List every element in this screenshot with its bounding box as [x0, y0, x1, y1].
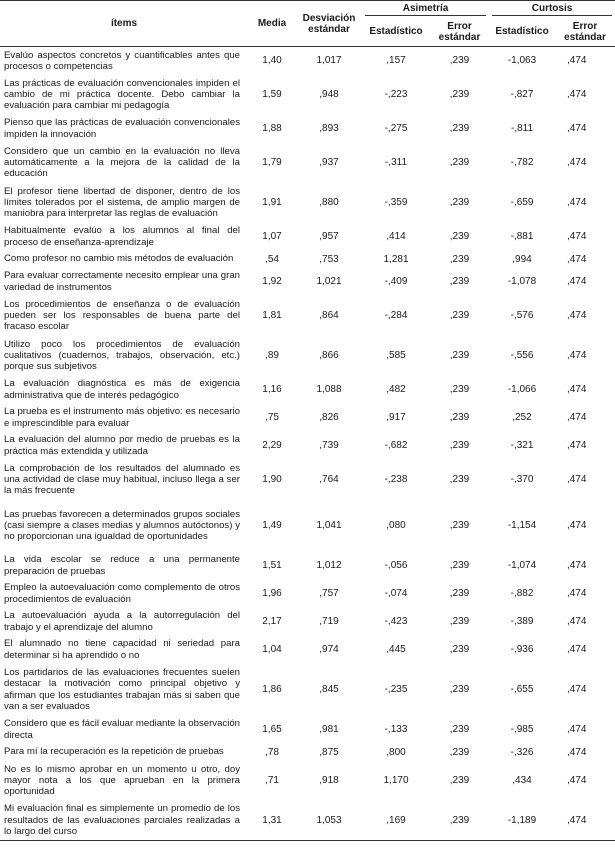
asimetria-error-value: ,239 — [449, 775, 470, 786]
curtosis-estadistico-value: -,827 — [510, 89, 534, 100]
curtosis-error-value: ,474 — [567, 310, 587, 321]
curtosis-estadistico-value: -,321 — [510, 440, 534, 451]
curtosis-estadistico-value: ,434 — [512, 775, 532, 786]
table-row — [0, 183, 615, 223]
header-curtosis — [489, 1, 615, 18]
asimetria-error-value: ,239 — [449, 253, 470, 265]
item-text: Pienso que las prácticas de evaluación convencionales impiden la innovación — [4, 117, 240, 140]
asimetria-estadistico-value: -,235 — [384, 684, 408, 695]
asimetria-estadistico-value: ,800 — [386, 746, 406, 758]
asimetria-error-value: ,239 — [430, 801, 489, 841]
table-row — [0, 268, 615, 296]
desviacion-value: ,974 — [319, 644, 339, 655]
desviacion-value: ,757 — [319, 588, 339, 599]
asimetria-error-value: ,239 — [449, 440, 470, 451]
curtosis-error-value: ,474 — [567, 197, 587, 208]
curtosis-estadistico-value: -,556 — [510, 350, 534, 361]
media-value: 1,59 — [262, 89, 282, 100]
asimetria-error-value: ,239 — [449, 310, 470, 321]
table-row — [0, 552, 615, 580]
desviacion-value: ,981 — [319, 724, 339, 735]
desviacion-value: ,866 — [319, 350, 339, 361]
desviacion-value: ,719 — [319, 616, 339, 627]
curtosis-error-value: ,474 — [567, 89, 587, 100]
desviacion-value: ,893 — [319, 123, 339, 134]
table-row — [0, 75, 615, 115]
asimetria-error-value: ,239 — [449, 384, 470, 395]
asimetria-error-value: ,239 — [449, 474, 470, 485]
item-text: Mi evaluación final es simplemente un promedio de los resultados de las evaluaciones parciales realizadas a lo largo del curso — [0, 801, 248, 841]
media-value: 1,51 — [262, 560, 282, 571]
desviacion-value: ,918 — [319, 775, 339, 786]
asimetria-estadistico-value: -,223 — [384, 89, 408, 100]
table-row — [0, 761, 615, 801]
curtosis-error-value: ,474 — [567, 350, 587, 361]
asimetria-error-value: ,239 — [449, 616, 470, 627]
asimetria-estadistico-value: ,917 — [386, 412, 406, 423]
asimetria-estadistico-value: -,409 — [384, 276, 408, 287]
curtosis-estadistico-value: -1,066 — [507, 384, 537, 395]
asimetria-estadistico-value: ,482 — [386, 384, 406, 395]
table-header — [0, 1, 615, 47]
media-value: ,89 — [265, 350, 279, 361]
item-text: La vida escolar se reduce a una permanente preparación de pruebas — [4, 554, 240, 577]
curtosis-error-value: ,474 — [567, 616, 587, 627]
desviacion-value: ,957 — [319, 231, 339, 242]
curtosis-estadistico-value: -,882 — [510, 588, 534, 599]
media-value: ,54 — [265, 253, 279, 265]
header-asimetria-estadistico: Estadístico — [362, 18, 430, 47]
item-text: Evalúo aspectos concretos y cuantificables antes que procesos o competencias — [4, 49, 240, 72]
curtosis-error-value: ,474 — [567, 560, 587, 571]
item-text: Las prácticas de evaluación convencionales impiden el cambio de mi práctica docente. Debo cambiar la evaluación para cambiar mi pedagogía — [4, 77, 240, 112]
media-value: 1,96 — [262, 588, 282, 599]
item-text: La evaluación diagnóstica es más de exigencia administrativa que de interés pedagógico — [4, 378, 240, 401]
item-text: La evaluación del alumno por medio de pruebas es la práctica más extendida y utilizada — [4, 434, 240, 457]
asimetria-error-value: ,239 — [449, 746, 470, 758]
item-text: El alumnado no tiene capacidad ni seriedad para determinar si ha aprendido o no — [4, 638, 240, 661]
asimetria-error-value: ,239 — [449, 89, 470, 100]
curtosis-error-value: ,474 — [555, 801, 615, 841]
asimetria-estadistico-value: ,080 — [386, 520, 406, 531]
table-row — [0, 115, 615, 143]
media-value: ,71 — [265, 775, 279, 786]
header-desviacion: Desviación estándar — [296, 1, 362, 47]
table-row — [0, 47, 615, 75]
item-text: Para mí la recuperación es la repetición de pruebas — [4, 746, 224, 758]
media-value: 1,90 — [262, 474, 282, 485]
asimetria-estadistico-value: ,157 — [386, 55, 406, 67]
table-row — [0, 500, 615, 552]
table-row — [0, 336, 615, 376]
curtosis-estadistico-value: -,389 — [510, 616, 534, 627]
curtosis-error-value: ,474 — [567, 55, 587, 67]
curtosis-estadistico-value: -,881 — [510, 231, 534, 242]
header-asimetria — [362, 1, 489, 18]
curtosis-error-value: ,474 — [567, 644, 587, 655]
media-value: 1,91 — [262, 197, 282, 208]
curtosis-error-value: ,474 — [567, 440, 587, 451]
asimetria-estadistico-value: 1,170 — [383, 775, 409, 786]
curtosis-error-value: ,474 — [567, 253, 587, 265]
header-items: ítems — [0, 1, 248, 47]
asimetria-estadistico-value: ,169 — [362, 801, 430, 841]
table-row — [0, 143, 615, 183]
desviacion-value: 1,021 — [316, 276, 342, 287]
asimetria-estadistico-value: -,056 — [384, 560, 408, 571]
asimetria-error-value: ,239 — [449, 55, 470, 67]
table-row — [0, 636, 615, 664]
curtosis-estadistico-value: -,659 — [510, 197, 534, 208]
asimetria-estadistico-value: -,133 — [384, 724, 408, 735]
asimetria-error-value: ,239 — [449, 520, 470, 531]
desviacion-value: ,739 — [319, 440, 339, 451]
table-row — [0, 664, 615, 716]
desviacion-value: ,864 — [319, 310, 339, 321]
header-media: Media — [248, 1, 296, 47]
curtosis-error-value: ,474 — [567, 384, 587, 395]
media-value: 1,04 — [262, 644, 282, 655]
item-text: Los partidarios de las evaluaciones frecuentes suelen destacar la motivación como principal objetivo y afirman que los estudiantes trabajan más si saben que van a ser evaluados — [4, 667, 240, 712]
curtosis-estadistico-value: -,370 — [510, 474, 534, 485]
item-text: Empleo la autoevaluación como complemento de otros procedimientos de evaluación — [4, 582, 240, 605]
media-value: 1,88 — [262, 123, 282, 134]
desviacion-value: ,880 — [319, 197, 339, 208]
asimetria-estadistico-value: 1,281 — [383, 253, 409, 265]
curtosis-error-value: ,474 — [567, 412, 587, 423]
item-text: Utilizo poco los procedimientos de evaluación cualitativos (cuadernos, trabajos, observación, etc.) porque sus subjetivos — [4, 338, 240, 373]
desviacion-value: ,753 — [319, 253, 339, 265]
table-row — [0, 744, 615, 761]
header-curtosis-label: Curtosis — [492, 3, 612, 16]
curtosis-error-value: ,474 — [567, 474, 587, 485]
asimetria-error-value: ,239 — [449, 276, 470, 287]
item-text: Para evaluar correctamente necesito emplear una gran variedad de instrumentos — [4, 270, 240, 293]
asimetria-estadistico-value: -,074 — [384, 588, 408, 599]
asimetria-estadistico-value: -,275 — [384, 123, 408, 134]
desviacion-value: 1,088 — [316, 384, 342, 395]
curtosis-error-value: ,474 — [567, 157, 587, 168]
asimetria-error-value: ,239 — [449, 724, 470, 735]
curtosis-error-value: ,474 — [567, 724, 587, 735]
table-row — [0, 251, 615, 268]
curtosis-estadistico-value: -,985 — [510, 724, 534, 735]
media-value: 1,92 — [262, 276, 282, 287]
header-asimetria-error: Error estándar — [430, 18, 489, 47]
desviacion-value: ,937 — [319, 157, 339, 168]
media-value: 1,16 — [262, 384, 282, 395]
media-value: 2,17 — [262, 616, 282, 627]
header-curtosis-estadistico: Estadístico — [489, 18, 555, 47]
media-value: 1,86 — [262, 684, 282, 695]
item-text: Como profesor no cambio mis métodos de evaluación — [4, 253, 234, 265]
media-value: 2,29 — [262, 440, 282, 451]
table-row — [0, 296, 615, 336]
item-text: Habitualmente evalúo a los alumnos al final del proceso de enseñanza-aprendizaje — [4, 225, 240, 248]
item-text: Considero que es fácil evaluar mediante la observación directa — [4, 718, 240, 741]
desviacion-value: ,948 — [319, 89, 339, 100]
table-row — [0, 404, 615, 432]
table-row — [0, 801, 615, 841]
curtosis-error-value: ,474 — [567, 684, 587, 695]
media-value: 1,65 — [262, 724, 282, 735]
curtosis-estadistico-value: -1,154 — [507, 520, 537, 531]
item-text: Considero que un cambio en la evaluación no lleva automáticamente a la mejora de la calidad de la educación — [4, 145, 240, 180]
table-row — [0, 376, 615, 404]
table-body — [0, 47, 615, 841]
asimetria-estadistico-value: ,414 — [386, 231, 406, 242]
table-row — [0, 608, 615, 636]
desviacion-value: 1,053 — [296, 801, 362, 841]
desviacion-value: ,764 — [319, 474, 339, 485]
table-row — [0, 223, 615, 251]
table-row — [0, 580, 615, 608]
header-curtosis-error: Error estándar — [555, 18, 615, 47]
asimetria-estadistico-value: -,359 — [384, 197, 408, 208]
media-value: ,75 — [265, 412, 279, 423]
asimetria-estadistico-value: -,682 — [384, 440, 408, 451]
media-value: 1,31 — [248, 801, 296, 841]
asimetria-error-value: ,239 — [449, 197, 470, 208]
asimetria-error-value: ,239 — [449, 412, 470, 423]
curtosis-error-value: ,474 — [567, 123, 587, 134]
item-text: La comprobación de los resultados del alumnado es una actividad de clase muy habitual, incluso llega a ser la más frecuente — [4, 462, 240, 497]
asimetria-estadistico-value: -,311 — [384, 157, 408, 168]
asimetria-error-value: ,239 — [449, 644, 470, 655]
item-text: No es lo mismo aprobar en un momento u otro, doy mayor nota a los que aprueban en la primera oportunidad — [4, 763, 240, 798]
curtosis-estadistico-value: -,576 — [510, 310, 534, 321]
desviacion-value: ,826 — [319, 412, 339, 423]
curtosis-estadistico-value: -1,189 — [489, 801, 555, 841]
media-value: 1,81 — [262, 310, 282, 321]
asimetria-estadistico-value: ,585 — [386, 350, 406, 361]
desviacion-value: ,845 — [319, 684, 339, 695]
asimetria-error-value: ,239 — [449, 157, 470, 168]
asimetria-error-value: ,239 — [449, 684, 470, 695]
asimetria-error-value: ,239 — [449, 560, 470, 571]
desviacion-value: 1,017 — [316, 55, 342, 67]
curtosis-error-value: ,474 — [567, 520, 587, 531]
curtosis-error-value: ,474 — [567, 231, 587, 242]
curtosis-error-value: ,474 — [567, 746, 587, 758]
item-text: Los procedimientos de enseñanza o de evaluación pueden ser los responsables de buena parte del fracaso escolar — [4, 298, 240, 333]
media-value: 1,07 — [262, 231, 282, 242]
curtosis-estadistico-value: -,936 — [510, 644, 534, 655]
asimetria-error-value: ,239 — [449, 123, 470, 134]
curtosis-estadistico-value: ,994 — [512, 253, 532, 265]
desviacion-value: 1,041 — [316, 520, 342, 531]
item-text: La autoevaluación ayuda a la autorregulación del trabajo y el aprendizaje del alumno — [4, 610, 240, 633]
desviacion-value: 1,012 — [316, 560, 342, 571]
curtosis-estadistico-value: ,252 — [512, 412, 532, 423]
desviacion-value: ,875 — [319, 746, 339, 758]
curtosis-estadistico-value: -1,078 — [507, 276, 537, 287]
curtosis-estadistico-value: -1,074 — [507, 560, 537, 571]
media-value: 1,49 — [262, 520, 282, 531]
media-value: 1,40 — [262, 55, 282, 67]
curtosis-error-value: ,474 — [567, 775, 587, 786]
table-row — [0, 460, 615, 500]
item-text: El profesor tiene libertad de disponer, dentro de los límites tolerados por el sistema, de amplio margen de maniobra para interpretar las reglas de evaluación — [4, 185, 240, 220]
curtosis-error-value: ,474 — [567, 588, 587, 599]
curtosis-estadistico-value: -,811 — [510, 123, 534, 134]
item-text: Las pruebas favorecen a determinados grupos sociales (casi siempre a clases medias y alumnos autóctonos) y no proporcionan una igualdad de oportunidades — [4, 508, 240, 543]
header-asimetria-label: Asimetría — [365, 3, 486, 16]
media-value: ,78 — [265, 746, 279, 758]
asimetria-error-value: ,239 — [449, 588, 470, 599]
item-text: La prueba es el instrumento más objetivo: es necesario e imprescindible para evaluar — [4, 406, 240, 429]
curtosis-estadistico-value: -,655 — [510, 684, 534, 695]
asimetria-error-value: ,239 — [449, 231, 470, 242]
curtosis-error-value: ,474 — [567, 276, 587, 287]
asimetria-error-value: ,239 — [449, 350, 470, 361]
media-value: 1,79 — [262, 157, 282, 168]
asimetria-estadistico-value: ,445 — [386, 644, 406, 655]
table-row — [0, 716, 615, 744]
table-row — [0, 432, 615, 460]
asimetria-estadistico-value: -,238 — [384, 474, 408, 485]
curtosis-estadistico-value: -1,063 — [507, 55, 537, 67]
asimetria-estadistico-value: -,423 — [384, 616, 408, 627]
curtosis-estadistico-value: -,782 — [510, 157, 534, 168]
curtosis-estadistico-value: -,326 — [510, 746, 534, 758]
asimetria-estadistico-value: -,284 — [384, 310, 408, 321]
